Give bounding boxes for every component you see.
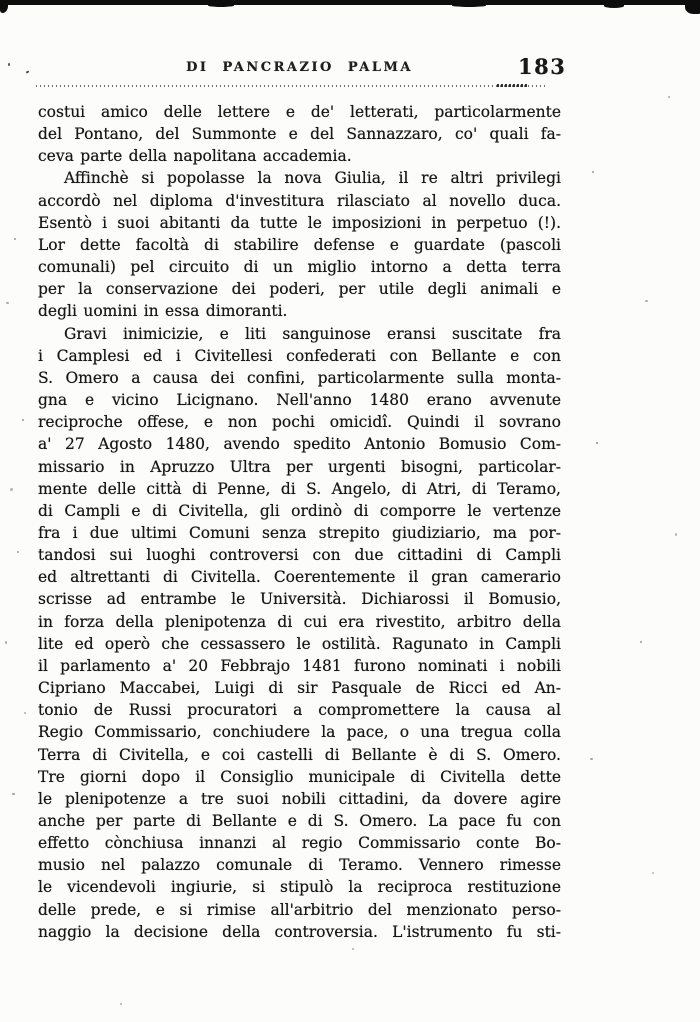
scan-edge-blob-right xyxy=(685,3,700,14)
text-line: Lor dette facoltà di stabilire defense e guardate (pascoli xyxy=(38,235,561,254)
text-line: scrisse ad entrambe le Università. Dichiarossi il Bomusio, xyxy=(38,590,561,609)
text-line: Terra di Civitella, e coi castelli di Bellante è di S. Omero. xyxy=(38,745,561,764)
text-line: accordò nel diploma d'investitura rilasciato al novello duca. xyxy=(38,191,561,210)
scan-speckle xyxy=(22,419,24,421)
text-line: in forza della plenipotenza di cui era rivestito, arbitro della xyxy=(38,612,561,631)
text-line: le vicendevoli ingiurie, si stipulò la reciproca restituzione xyxy=(38,878,561,897)
scan-edge-bump xyxy=(208,4,234,7)
text-line: Affinchè si popolasse la nova Giulia, il re altri privilegi xyxy=(64,169,561,188)
text-line: i Camplesi ed i Civitellesi confederati con Bellante e con xyxy=(38,346,561,365)
text-line: il parlamento a' 20 Febbrajo 1481 furono nominati i nobili xyxy=(38,656,561,675)
running-header: DI PANCRAZIO PALMA xyxy=(186,60,413,75)
scan-edge-blob-left xyxy=(0,3,8,13)
text-line: costui amico delle lettere e de' letterati, particolarmente xyxy=(38,103,561,121)
text-line: missario in Apruzzo Ultra per urgenti bisogni, particolar- xyxy=(38,457,561,476)
scan-speckle xyxy=(596,442,598,444)
text-line: a' 27 Agosto 1480, avendo spedito Antonio Bomusio Com- xyxy=(38,435,561,454)
text-line: delle prede, e si rimise all'arbitrio del menzionato perso- xyxy=(38,900,561,919)
scan-speckle xyxy=(10,488,13,491)
scan-speckle xyxy=(8,63,10,66)
text-line: fra i due ultimi Comuni senza strepito giudiziario, ma por- xyxy=(38,523,561,542)
text-line: degli uomini in essa dimoranti. xyxy=(38,302,288,321)
text-line: tonio de Russi procuratori a compromettere la causa al xyxy=(38,701,561,720)
page-number: 183 xyxy=(518,54,567,79)
text-line: del Pontano, del Summonte e del Sannazzaro, co' quali fa- xyxy=(38,125,561,144)
scan-speckle xyxy=(5,641,7,644)
scan-speckle xyxy=(675,533,677,536)
scan-speckle xyxy=(24,712,26,714)
page-text xyxy=(38,101,561,943)
text-line: reciproche offese, e non pochi omicidî. Quindi il sovrano xyxy=(38,413,561,432)
scan-speckle xyxy=(645,300,648,302)
text-line: Cipriano Maccabei, Luigi di sir Pasquale de Ricci ed An- xyxy=(38,679,561,698)
scan-speckle xyxy=(17,551,19,553)
text-line: Regio Commissario, conchiudere la pace, o una tregua colla xyxy=(38,723,561,742)
text-line: di Campli e di Civitella, gli ordinò di comporre le vertenze xyxy=(38,501,561,520)
scan-edge-top xyxy=(0,0,700,5)
text-line: le plenipotenze a tre suoi nobili cittadini, da dovere agire xyxy=(38,789,561,808)
scan-speckle xyxy=(120,1003,122,1005)
text-line: Esentò i suoi abitanti da tutte le imposizioni in perpetuo (!). xyxy=(38,213,561,232)
text-line: effetto cònchiusa innanzi al regio Commissario conte Bo- xyxy=(38,834,561,853)
scan-speckle xyxy=(26,70,30,73)
text-line: tandosi sui luoghi controversi con due cittadini di Campli xyxy=(38,546,561,565)
text-line: ceva parte della napolitana accademia. xyxy=(38,147,352,166)
scan-speckle xyxy=(14,238,16,240)
text-line: mente delle città di Penne, di S. Angelo, di Atri, di Teramo, xyxy=(38,479,561,498)
text-line: ed altrettanti di Civitella. Coerentemente il gran camerario xyxy=(38,568,561,587)
text-line: Gravi inimicizie, e liti sanguinose eransi suscitate fra xyxy=(64,324,561,343)
text-line: anche per parte di Bellante e di S. Omero. La pace fu con xyxy=(38,812,561,830)
scan-speckle xyxy=(592,171,594,173)
text-line: gna e vicino Licignano. Nell'anno 1480 erano avvenute xyxy=(38,391,561,410)
header-rule xyxy=(36,85,547,87)
text-line: Tre giorni dopo il Consiglio municipale di Civitella dette xyxy=(38,767,561,786)
scan-speckle xyxy=(12,793,15,795)
scan-speckle xyxy=(668,96,670,98)
scan-speckle xyxy=(652,872,654,874)
scan-speckle xyxy=(590,758,593,760)
text-line: per la conservazione dei poderi, per utile degli animali e xyxy=(38,280,561,299)
scan-speckle xyxy=(352,948,354,950)
scan-edge-bump xyxy=(452,4,486,7)
scan-edge-bump xyxy=(604,4,624,8)
text-line: musio nel palazzo comunale di Teramo. Vennero rimesse xyxy=(38,856,561,875)
scan-speckle xyxy=(6,302,9,304)
scan-speckle xyxy=(640,641,642,643)
text-line: comunali) pel circuito di un miglio intorno a detta terra xyxy=(38,258,561,277)
text-line: naggio la decisione della controversia. L'istrumento fu sti- xyxy=(38,922,561,941)
header-rule-dark-segment xyxy=(497,84,529,87)
text-line: S. Omero a causa dei confini, particolarmente sulla monta- xyxy=(38,368,561,387)
text-line: lite ed operò che cessassero le ostilità. Ragunato in Campli xyxy=(38,634,561,653)
